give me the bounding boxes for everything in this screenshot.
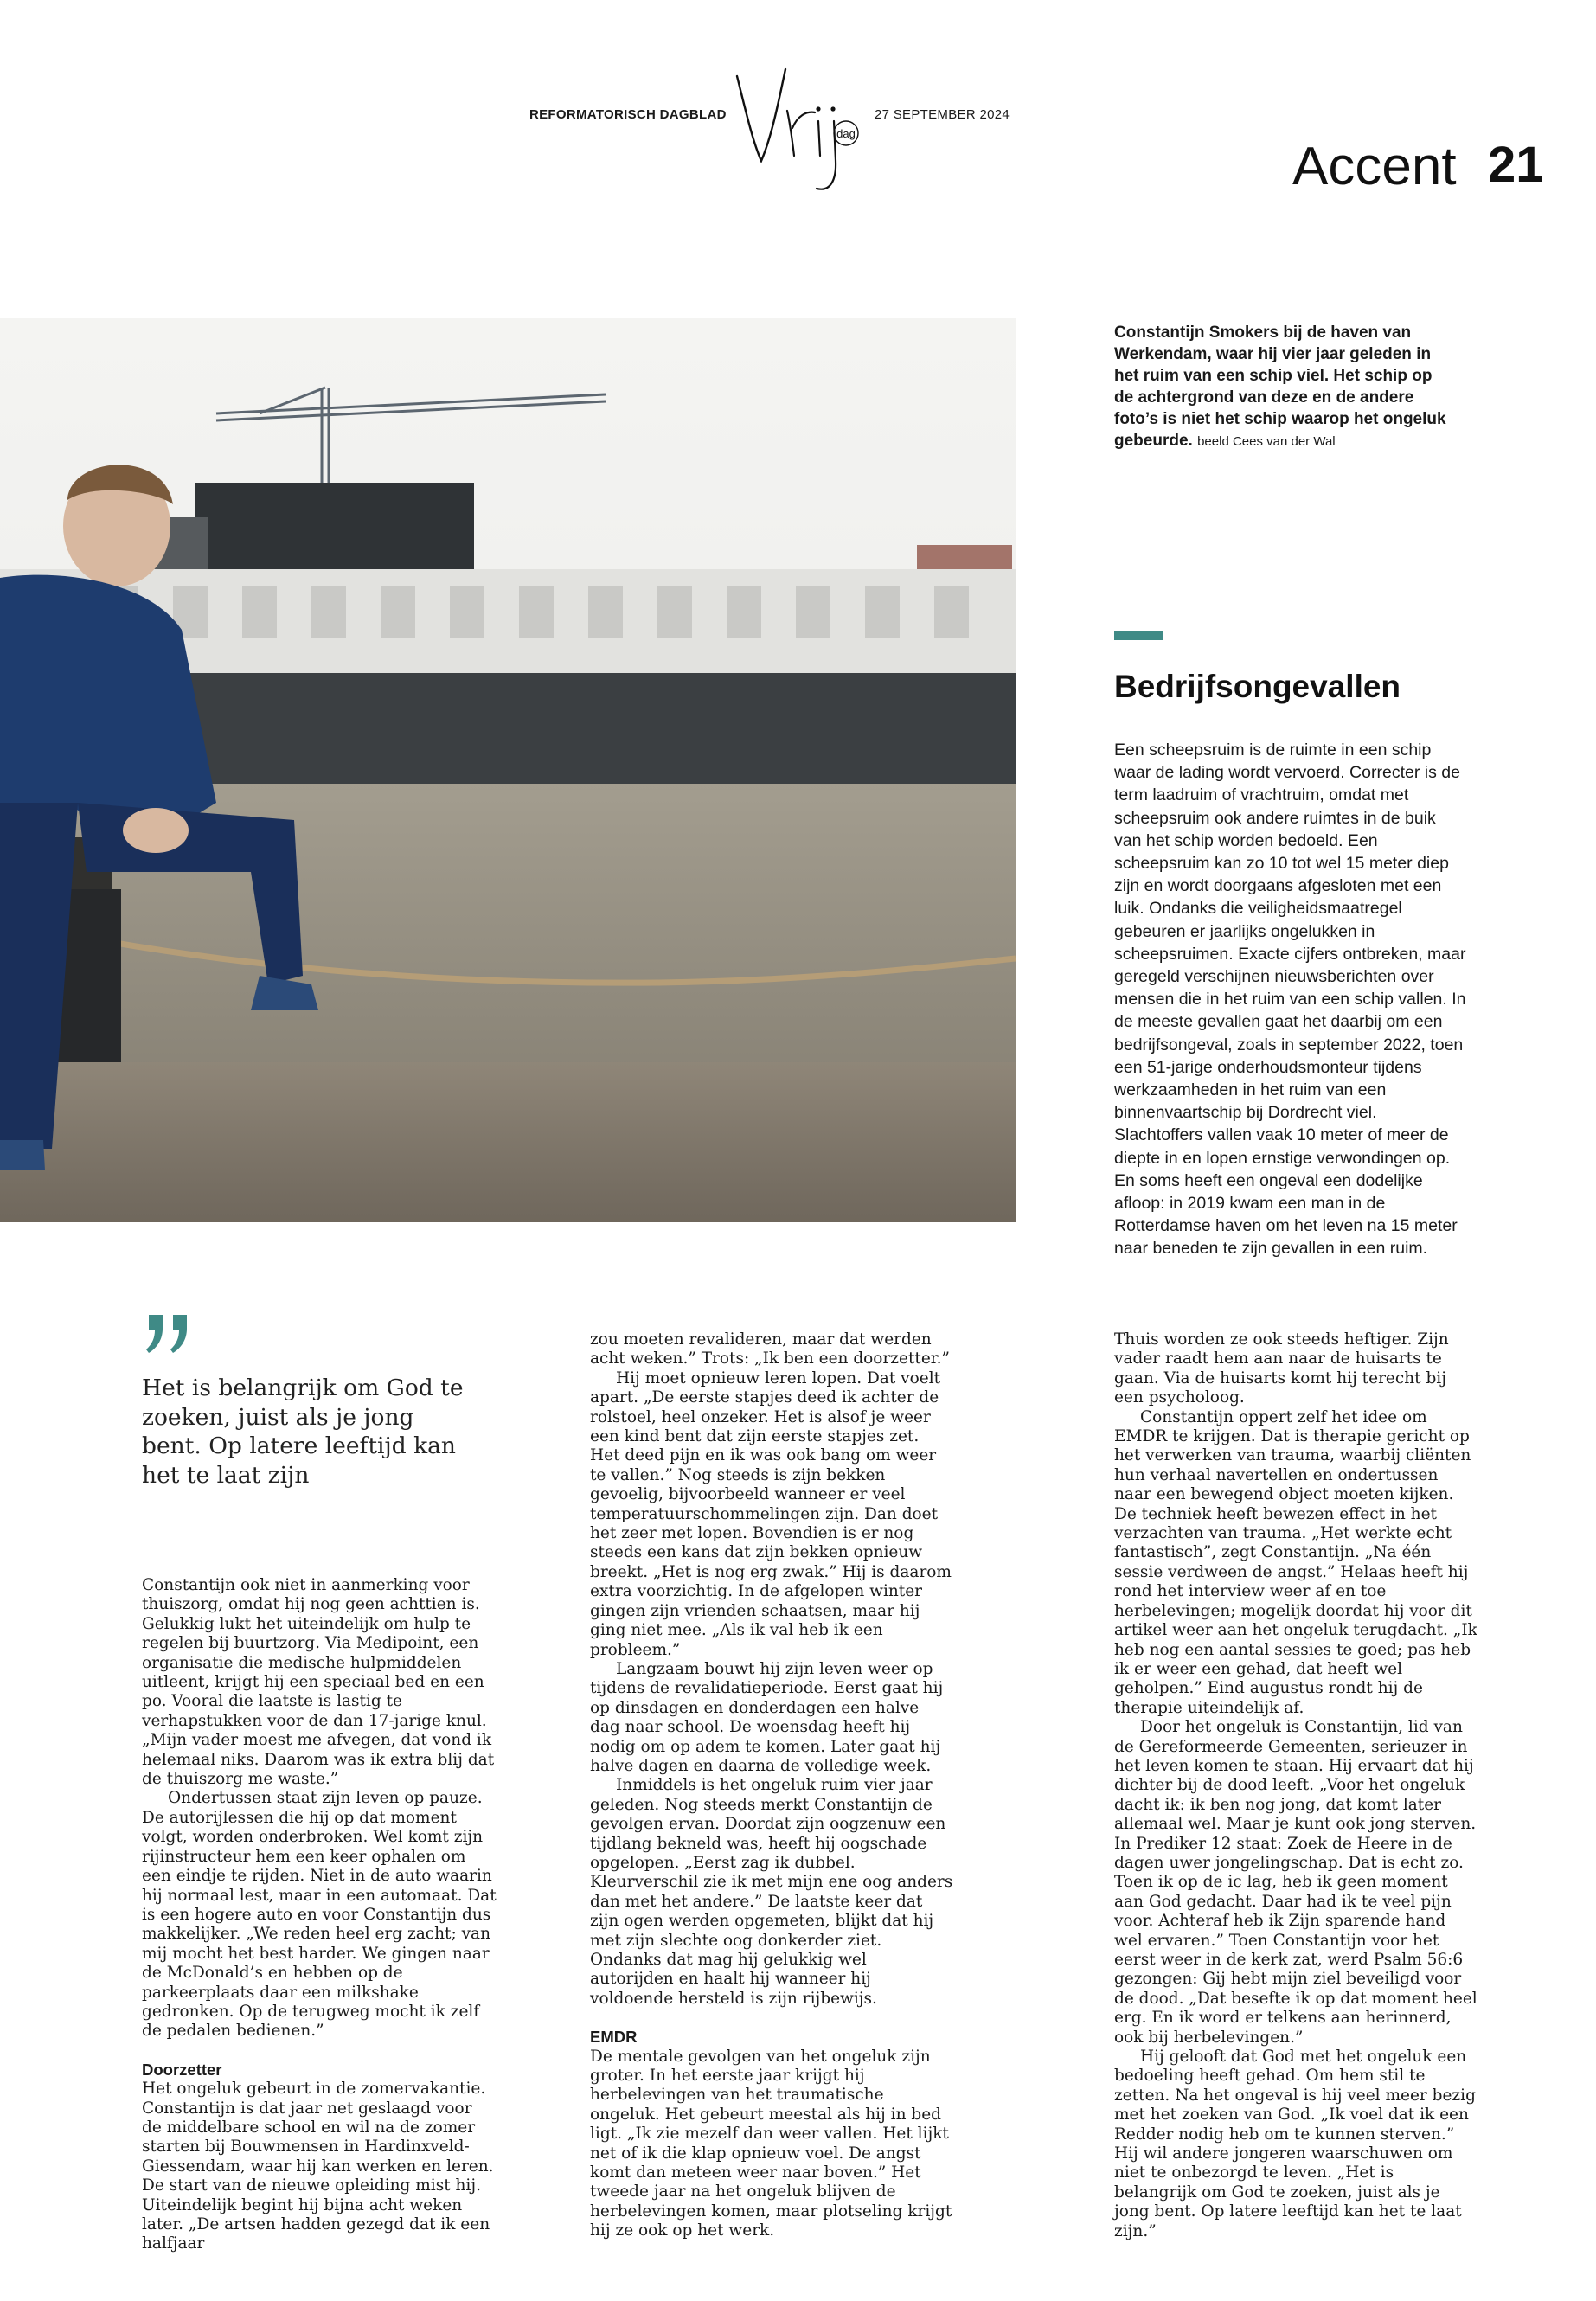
paragraph: Constantijn oppert zelf het idee om EMDR te krijgen. Dat is therapie gericht op het verwerken van trauma, waarbij cliënten hun verhaal navertellen en ondertussen naar een bewegend object moeten kijken. De techniek heeft bewezen effect in het verzachten van trauma. „Het werkte echt fantastisch”, zegt Constantijn. „Na één sessie verdween de angst.” Helaas heeft hij rond het interview weer af en toe herbelevingen; mogelijk doordat hij voor dit artikel weer aan het ongeluk terugdacht. „Ik heb nog een aantal sessies te goed; pas heb ik er weer een gehad, dat heeft wel geholpen.” Eind augustus rondt hij de therapie uiteindelijk af. [1114,1407,1477,1717]
paragraph: zou moeten revalideren, maar dat werden acht weken.” Trots: „Ik ben een doorzetter.” [590,1330,950,1368]
issue-date: 27 SEPTEMBER 2024 [875,107,1010,122]
paragraph: Inmiddels is het ongeluk ruim vier jaar geleden. Nog steeds merkt Constantijn de gevolgen ervan. Doordat zijn oogzenuw een tijdlang bekneld was, heeft hij oogschade opgelopen. „Eerst zag ik dubbel. Kleurverschil zie ik met mijn ene oog anders dan met het andere.” De laatste keer dat zijn ogen werden opgemeten, blijkt dat hij met zijn slechte oog donkerder ziet. Ondanks dat mag hij gelukkig wel autorijden en haalt hij wanneer hij voldoende hersteld is zijn rijbewijs. [590,1776,953,2008]
photo-caption [1114,322,1452,452]
paragraph: Thuis worden ze ook steeds heftiger. Zijn vader raadt hem aan naar de huisarts te gaan. Via de huisarts komt hij terecht bij een psycholoog. [1114,1330,1449,1407]
article-column-2 [590,1330,953,2241]
paragraph: Constantijn ook niet in aanmerking voor thuiszorg, omdat hij nog geen achttien is. Gelukkig lukt het uiteindelijk om hulp te regelen bij buurtzorg. Via Medipoint, een organisatie die medische hulpmiddelen uitleent, krijgt hij een speciaal bed en een po. Vooral die laatste is lastig te verhapstukken voor de dan 17-jarige knul. „Mijn vader moest me afvegen, dat vond ik helemaal niks. Daarom was ik extra blij dat de thuiszorg me waste.” [142,1576,495,1789]
harbor-photo [0,318,1016,1222]
photo-credit: beeld Cees van der Wal [1197,434,1336,449]
article-column-3 [1114,1330,1477,2241]
subheading-doorzetter: Doorzetter [142,2060,222,2079]
logo-badge: dag [836,127,856,140]
paragraph: Door het ongeluk is Constantijn, lid van de Gereformeerde Gemeenten, serieuzer in het leven komen te staan. Hij ervaart dat hij dichter bij de dood leeft. „Voor het ongeluk dacht ik: ik ben nog jong, dat komt later allemaal wel. Maar je kunt ook jong sterven. In Prediker 12 staat: Zoek de Heere in de dagen uwer jongelingschap. Dat is echt zo. Toen ik op de ic lag, heb ik geen moment aan God gedacht. Daar had ik te veel pijn voor. Achteraf heb ik Zijn sparende hand wel ervaren.” Toen Constantijn voor het eerst weer in de kerk zat, werd Psalm 56:6 gezongen: Gij hebt mijn ziel beveiligd voor de dood. „Dat besefte ik op dat moment heel erg. En ik word er telkens aan herinnerd, ook bij herbelevingen.” [1114,1718,1477,2047]
quay [0,1062,1016,1222]
paragraph: De mentale gevolgen van het ongeluk zijn groter. In het eerste jaar krijgt hij herbelevingen van het traumatische ongeluk. Het gebeurt meestal als hij in bed ligt. „Ik zie mezelf dan weer vallen. Het lijkt net of ik die klap opnieuw voel. De angst komt dan meteen weer naar boven.” Het tweede jaar na het ongeluk blijven de herbelevingen komen, maar plotseling krijgt hij ze ook op het werk. [590,2047,952,2240]
kader-body: Een scheepsruim is de ruimte in een schip waar de lading wordt vervoerd. Correcter is de term laadruim of vrachtruim, omdat met scheepsruim ook andere ruimtes in de buik van het schip worden bedoeld. Een scheepsruim kan zo 10 tot wel 15 meter diep zijn en wordt doorgaans afgesloten met een luik. Ondanks die veiligheidsmaatregel gebeuren er jaarlijks ongelukken in scheepsruimen. Exacte cijfers ontbreken, maar geregeld verschijnen nieuwsberichten over mensen die in het ruim van een schip vallen. In de meeste gevallen gaat het daarbij om een bedrijfsongeval, zoals in september 2022, toen een 51-jarige onderhoudsmonteur tijdens werkzaamheden in het ruim van een binnenvaartschip bij Dordrecht viel. Slachtoffers vallen vaak 10 meter of meer de diepte in en lopen ernstige verwondingen op. En soms heeft een ongeval een dodelijke afloop: in 2019 kwam een man in de Rotterdamse haven om het leven na 15 meter naar beneden te zijn gevallen in een ruim. [1114,740,1466,1259]
section-title: Accent [1292,137,1457,196]
paragraph: Langzaam bouwt hij zijn leven weer op tijdens de revalidatieperiode. Eerst gaat hij op dinsdagen en donderdagen een halve dag naar school. De woensdag heeft hij nodig om op adem te komen. Later gaat hij halve dagen en daarna de volledige week. [590,1659,944,1775]
paragraph: Ondertussen staat zijn leven op pauze. De autorijlessen die hij op dat moment volgt, worden onderbroken. Wel komt zijn rijinstructeur hem een keer ophalen om een eindje te rijden. Niet in de auto waarin hij normaal lest, maar in een automaat. Dat is een hogere auto en voor Constantijn dus makkelijker. „We reden heel erg zacht; van mij mocht het best harder. We gingen naar de McDonald’s en hebben op de parkeerplaats daar een milkshake gedronken. Op de terugweg mocht ik zelf de pedalen bedienen.” [142,1789,497,2041]
paragraph: Hij moet opnieuw leren lopen. Dat voelt apart. „De eerste stapjes deed ik achter de rolstoel, heel onzeker. Het is alsof je weer een kind bent dat zijn eerste stapjes zet. Het deed pijn en ik was ook bang om weer te vallen.” Nog steeds is zijn bekken gevoelig, bijvoorbeeld wanneer er veel temperatuurschommelingen zijn. Dan doet het zeer met lopen. Bovendien is er nog steeds een kans dat zijn bekken opnieuw breekt. „Het is nog erg zwak.” Hij is daarom extra voorzichtig. In de afgelopen winter gingen zijn vrienden schaatsen, maar hij ging niet mee. „Als ik val heb ik een probleem.” [590,1368,952,1659]
caption-text: Constantijn Smokers bij de haven van Werkendam, waar hij vier jaar geleden in het ruim van een schip viel. Het schip op de achtergrond van deze en de andere foto’s is niet het schip waarop het ongeluk gebeurde. [1114,324,1446,450]
kader-title: Bedrijfsongevallen [1114,669,1401,704]
dark-building [195,483,474,576]
paragraph: Hij gelooft dat God met het ongeluk een bedoeling heeft gehad. Om hem stil te zetten. Na het ongeval is hij veel meer bezig met het zoeken van God. „Ik voel dat ik een Redder nodig heb om te kunnen sterven.” Hij wil andere jongeren waarschuwen om niet te onbezorgd te leven. „Het is belangrijk om God te zoeken, juist als je jong bent. Op latere leeftijd kan het te laat zijn.” [1114,2048,1476,2240]
subheading-emdr: EMDR [590,2028,638,2047]
newspaper-name: REFORMATORISCH DAGBLAD [529,107,727,122]
pull-quote: Het is belangrijk om God te zoeken, juist als je jong bent. Op latere leeftijd kan het te laat zijn [142,1375,464,1489]
quote-mark-icon [144,1313,195,1356]
article-column-1 [142,1576,497,2254]
page-number: 21 [1488,137,1544,193]
vrij-logo [727,59,874,197]
paragraph: Het ongeluk gebeurt in de zomervakantie. Constantijn is dat jaar net geslaagd voor de middelbare school en wil na de zomer starten bij Bouwmensen in Hardinxveld-Giessendam, waar hij kan werken en leren. De start van de nieuwe opleiding mist hij. Uiteindelijk begint hij bijna acht weken later. „De artsen hadden gezegd dat ik een halfjaar [142,2080,494,2253]
kader-accent-bar [1114,631,1163,640]
